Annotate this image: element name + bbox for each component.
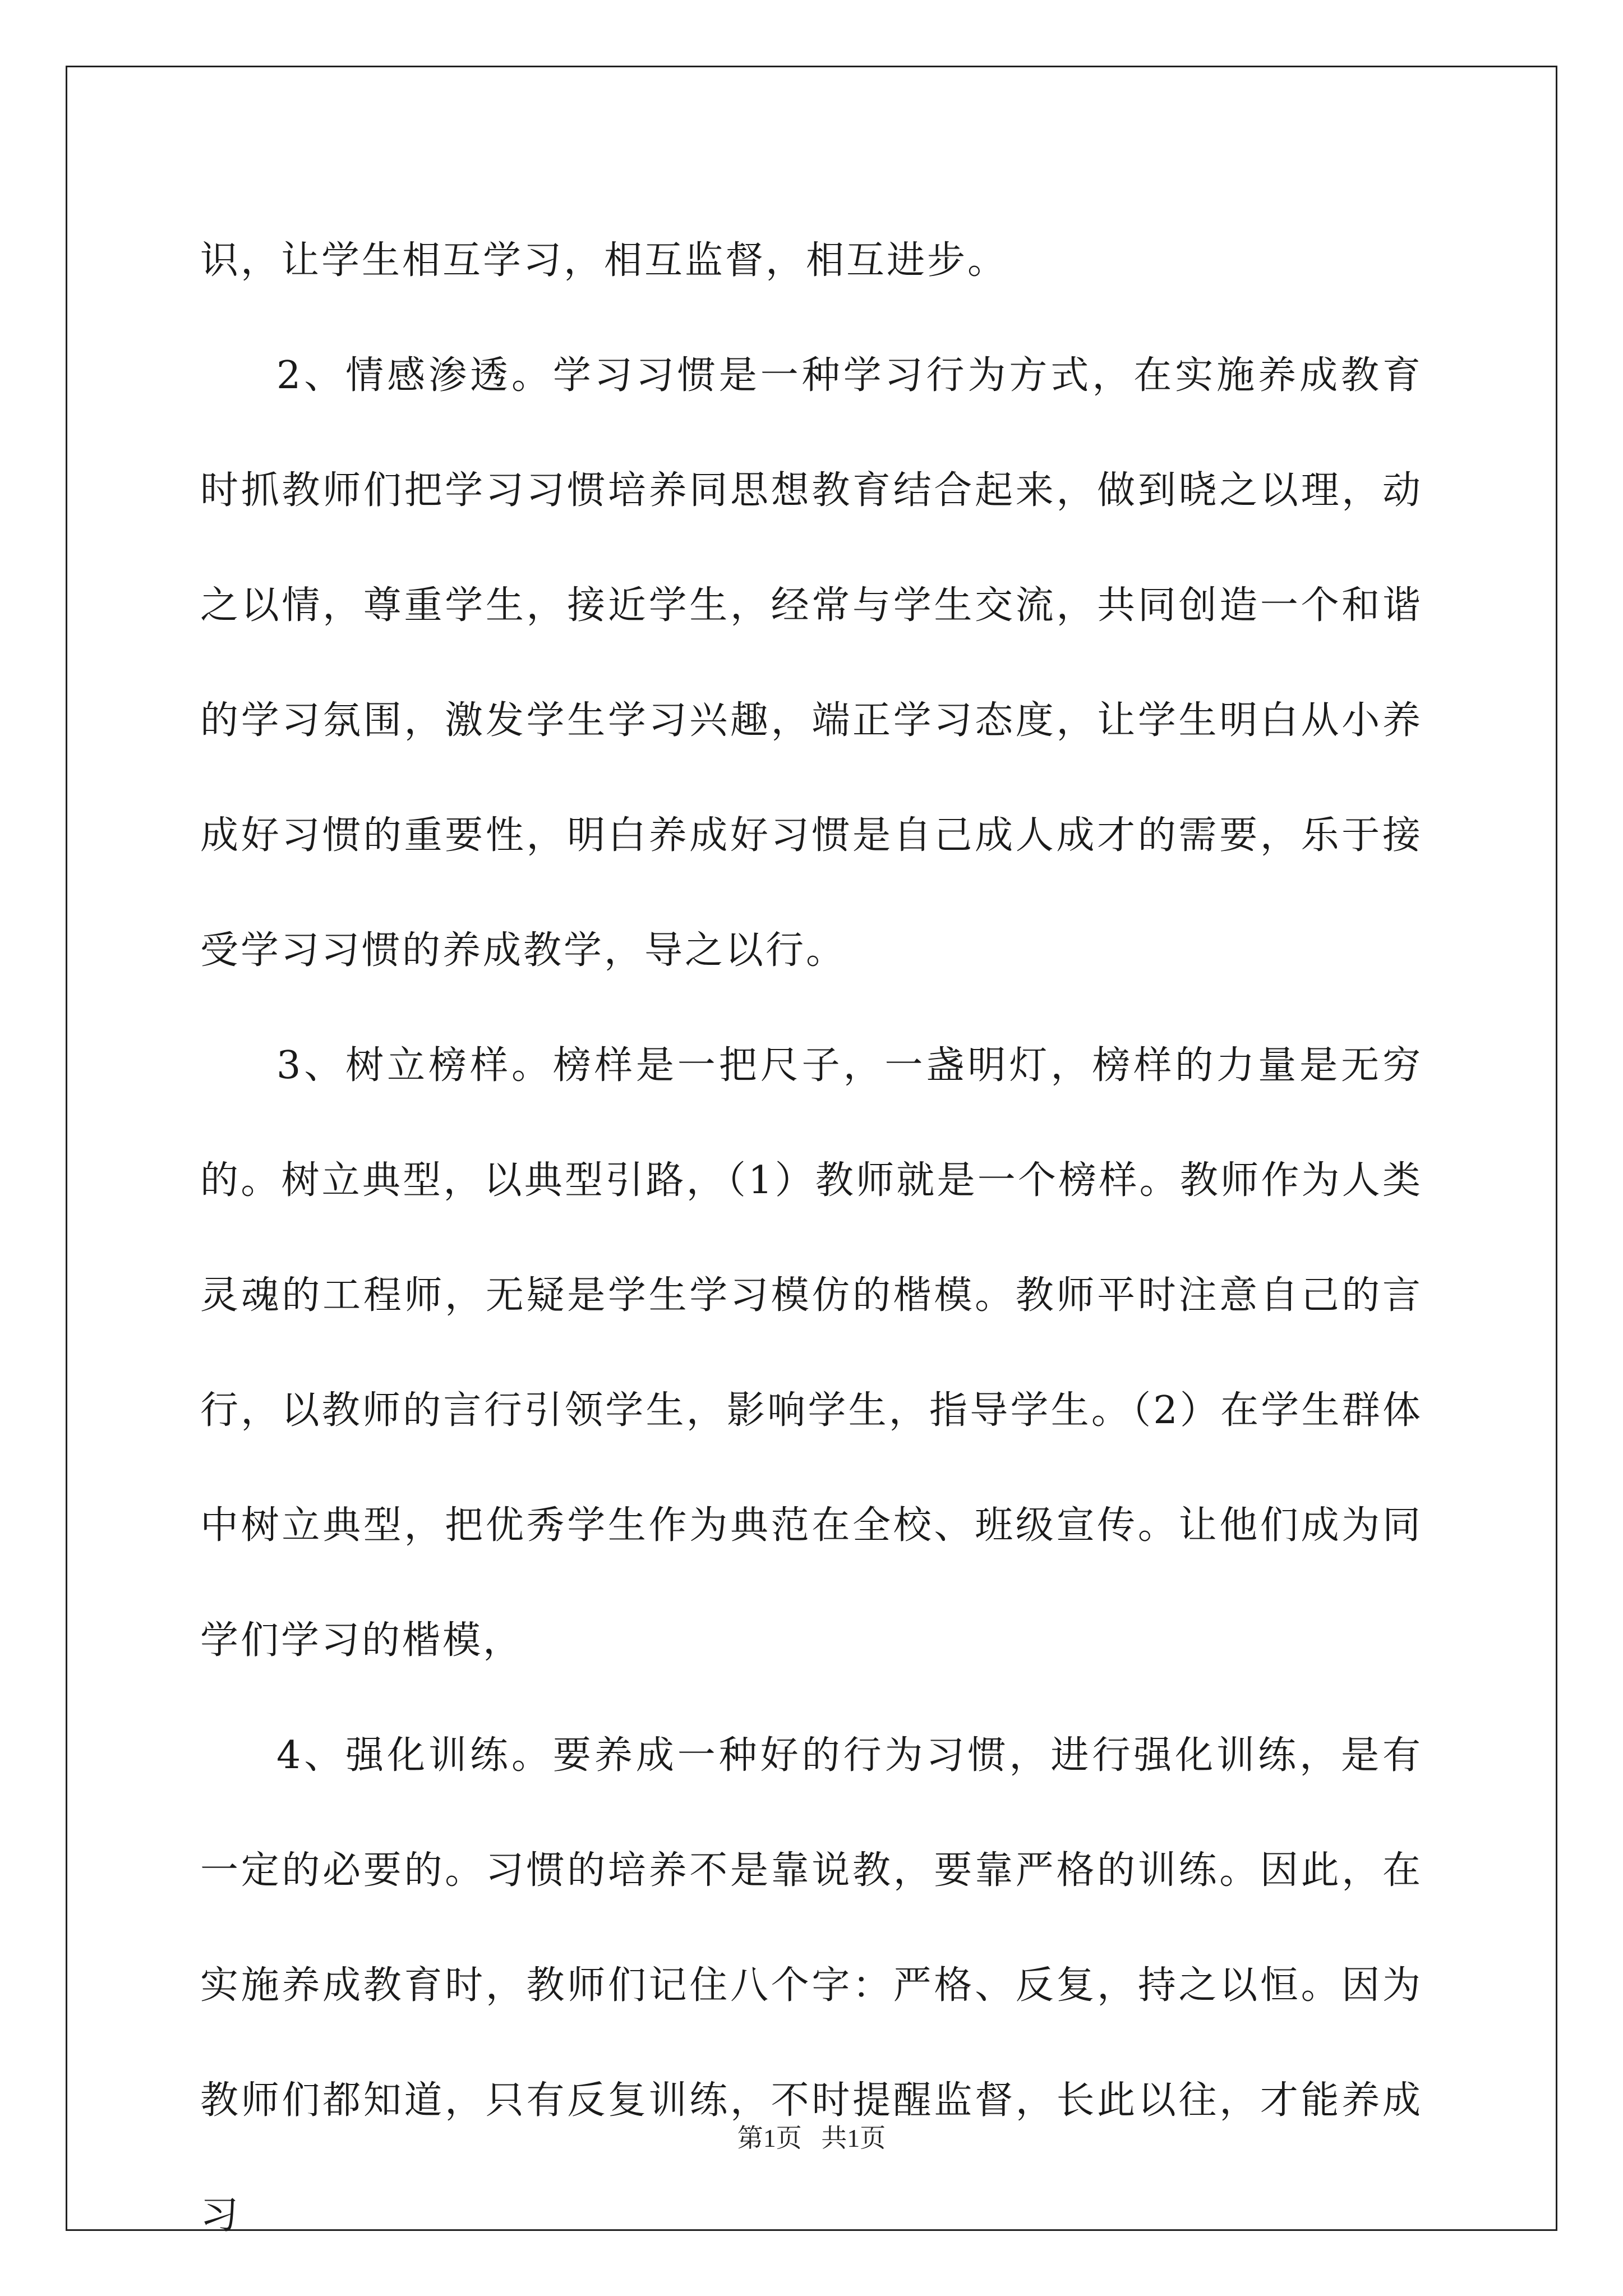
paragraph-2: 2、情感渗透。学习习惯是一种学习行为方式，在实施养成教育时抓教师们把学习习惯培养同思想教育结合起来，做到晓之以理，动之以情，尊重学生，接近学生，经常与学生交流，共同创造一个和谐的学习氛围，激发学生学习兴趣，端正学习态度，让学生明白从小养成好习惯的重要性，明白养成好习惯是自己成人成才的需要，乐于接受学习习惯的养成教学，导之以行。 [200,353,1423,973]
paragraph-4: 4、强化训练。要养成一种好的行为习惯，进行强化训练，是有一定的必要的。习惯的培养不是靠说教，要靠严格的训练。因此，在实施养成教育时，教师们记住八个字：严格、反复，持之以恒。因为教师们都知道，只有反复训练，不时提醒监督，长此以往，才能养成习 [200,1733,1423,2238]
document-body [200,203,1423,2273]
page-number-footer: 第1页 共1页 [737,2124,886,2152]
paragraph-1: 识，让学生相互学习，相互监督，相互进步。 [200,238,1008,283]
paragraph-3: 3、树立榜样。榜样是一把尺子，一盏明灯，榜样的力量是无穷的。树立典型，以典型引路，（1）教师就是一个榜样。教师作为人类灵魂的工程师，无疑是学生学习模仿的楷模。教师平时注意自己的言行，以教师的言行引领学生，影响学生，指导学生。（2）在学生群体中树立典型，把优秀学生作为典范在全校、班级宣传。让他们成为同学们学习的楷模， [200,1043,1423,1663]
